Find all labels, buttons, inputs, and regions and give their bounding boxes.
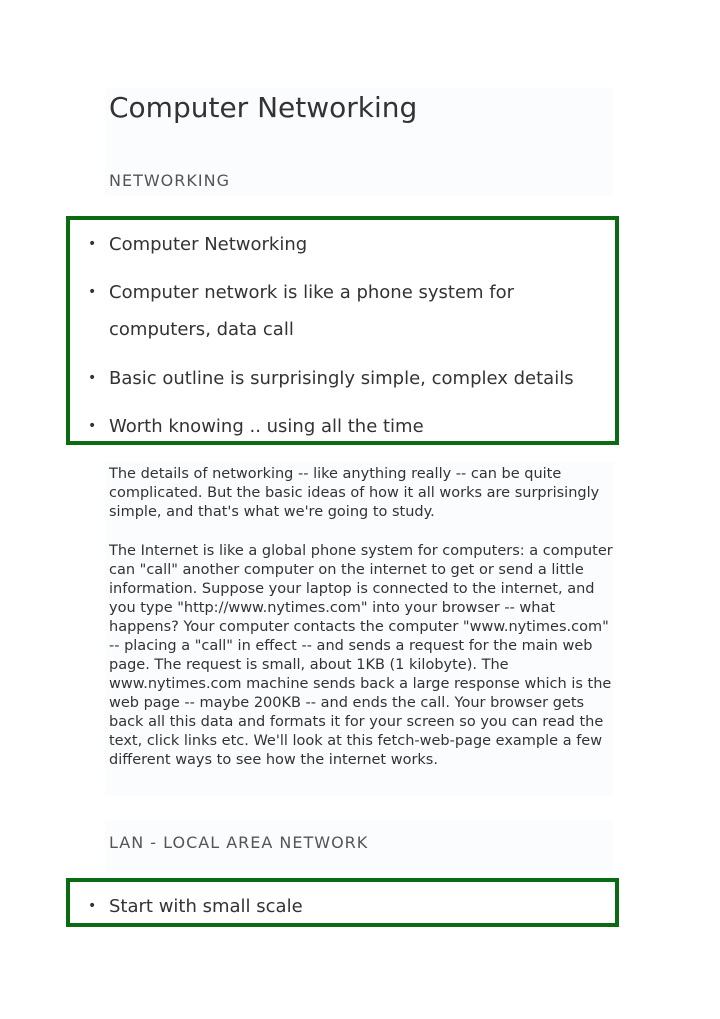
bullet-icon: • <box>88 418 97 434</box>
list-item-text: Basic outline is surprisingly simple, complex details <box>109 368 574 389</box>
list-item-text: Start with small scale <box>109 896 303 917</box>
body-paragraph: The details of networking -- like anything really -- can be quite complicated. But the basic ideas of how it all works are surprisingly simple, and that's what we're going to study. <box>109 466 600 520</box>
bullet-icon: • <box>88 236 97 252</box>
body-paragraph: The Internet is like a global phone system for computers: a computer can "call" another computer on the internet to get or send a little information. Suppose your laptop is connected to the internet, and you type "http://www.nytimes.com" into your browser -- what happens? Your computer contacts the computer "www.nytimes.com" -- placing a "call" in effect -- and sends a request for the main web page. The request is small, about 1KB (1 kilobyte). The www.nytimes.com machine sends back a large response which is the web page -- maybe 200KB -- and ends the call. Your browser gets back all this data and formats it for your screen so you can read the text, click links etc. We'll look at this fetch-web-page example a few different ways to see how the internet works. <box>109 543 613 768</box>
list-item <box>88 360 609 397</box>
bullet-list-box <box>66 878 619 927</box>
list-item <box>88 408 609 445</box>
section-heading-networking: NETWORKING <box>109 171 230 190</box>
list-item-text: Computer Networking <box>109 234 308 255</box>
bullet-list-box <box>66 216 619 445</box>
list-item-text: Computer network is like a phone system for computers, data call <box>109 282 515 340</box>
bullet-icon: • <box>88 370 97 386</box>
list-item <box>88 888 609 925</box>
list-item <box>88 226 609 263</box>
bullet-icon: • <box>88 284 97 300</box>
list-item <box>88 274 609 348</box>
section-heading-lan: LAN - LOCAL AREA NETWORK <box>109 833 369 852</box>
bullet-icon: • <box>88 898 97 914</box>
page-title: Computer Networking <box>109 91 418 124</box>
list-item-text: Worth knowing .. using all the time <box>109 416 424 437</box>
